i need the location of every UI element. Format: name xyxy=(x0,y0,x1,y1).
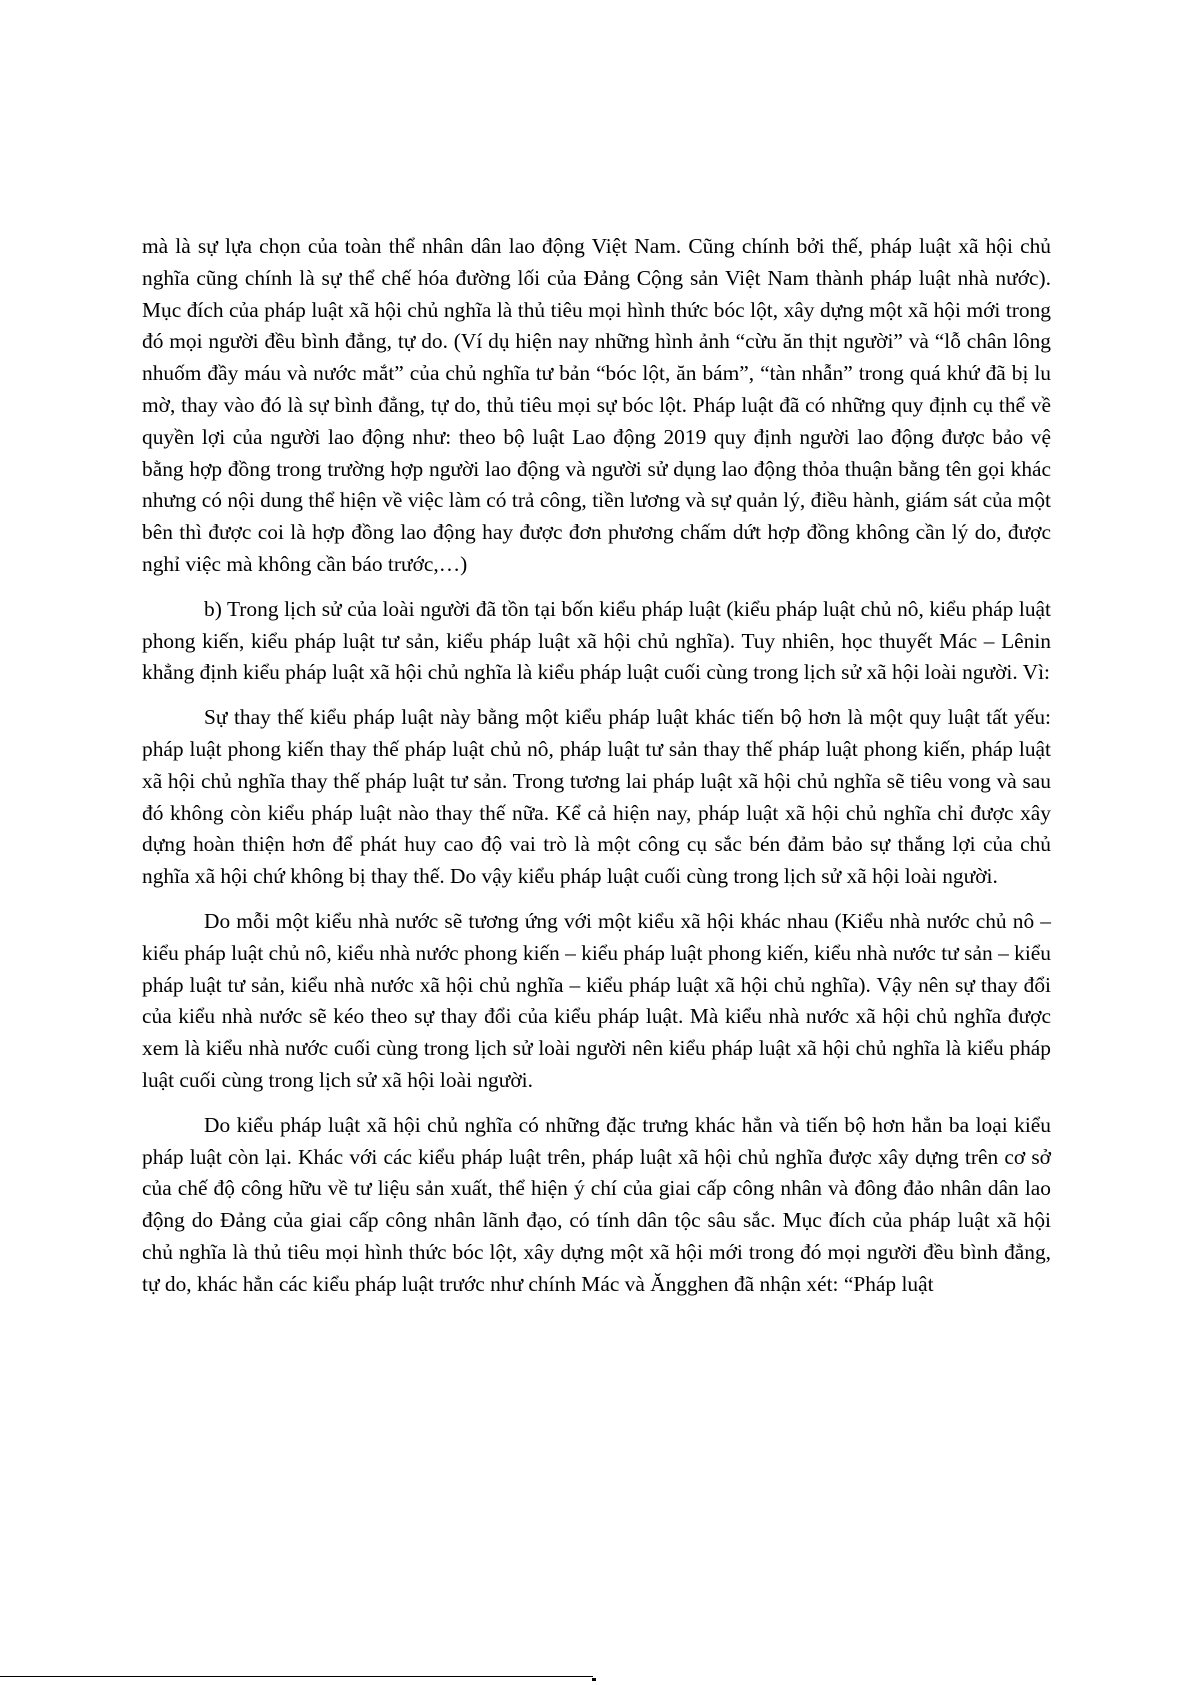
paragraph-spacer xyxy=(142,893,1051,906)
document-page xyxy=(142,231,1051,1301)
page-bottom-mark xyxy=(592,1678,596,1681)
paragraph-spacer xyxy=(142,1097,1051,1110)
paragraph-spacer xyxy=(142,689,1051,702)
paragraph-continuation: mà là sự lựa chọn của toàn thể nhân dân lao động Việt Nam. Cũng chính bởi thế, pháp luật xã hội chủ nghĩa cũng chính là sự thể chế hóa đường lối của Đảng Cộng sản Việt Nam thành pháp luật nhà nước). Mục đích của pháp luật xã hội chủ nghĩa là thủ tiêu mọi hình thức bóc lột, xây dựng một xã hội mới trong đó mọi người đều bình đẳng, tự do. (Ví dụ hiện nay những hình ảnh “cừu ăn thịt người” và “lỗ chân lông nhuốm đầy máu và nước mắt” của chủ nghĩa tư bản “bóc lột, ăn bám”, “tàn nhẫn” trong quá khứ đã bị lu mờ, thay vào đó là sự bình đẳng, tự do, thủ tiêu mọi sự bóc lột. Pháp luật đã có những quy định cụ thể về quyền lợi của người lao động như: theo bộ luật Lao động 2019 quy định người lao động được bảo vệ bằng hợp đồng trong trường hợp người lao động và người sử dụng lao động thỏa thuận bằng tên gọi khác nhưng có nội dung thể hiện về việc làm có trả công, tiền lương và sự quản lý, điều hành, giám sát của một bên thì được coi là hợp đồng lao động hay được đơn phương chấm dứt hợp đồng không cần lý do, được nghỉ việc mà không cần báo trước,…) xyxy=(142,234,1051,576)
page-bottom-rule xyxy=(0,1676,593,1677)
paragraph-reason-state-type: Do mỗi một kiểu nhà nước sẽ tương ứng với một kiểu xã hội khác nhau (Kiểu nhà nước chủ nô – kiểu pháp luật chủ nô, kiểu nhà nước phong kiến – kiểu pháp luật phong kiến, kiểu nhà nước tư sản – kiểu pháp luật tư sản, kiểu nhà nước xã hội chủ nghĩa – kiểu pháp luật xã hội chủ nghĩa). Vậy nên sự thay đổi của kiểu nhà nước sẽ kéo theo sự thay đổi của kiểu pháp luật. Mà kiểu nhà nước xã hội chủ nghĩa được xem là kiểu nhà nước cuối cùng trong lịch sử loài người nên kiểu pháp luật xã hội chủ nghĩa là kiểu pháp luật cuối cùng trong lịch sử xã hội loài người. xyxy=(142,908,1051,1092)
paragraph-reason-replacement: Sự thay thế kiểu pháp luật này bằng một kiểu pháp luật khác tiến bộ hơn là một quy luật tất yếu: pháp luật phong kiến thay thế pháp luật chủ nô, pháp luật tư sản thay thế pháp luật phong kiến, pháp luật xã hội chủ nghĩa thay thế pháp luật tư sản. Trong tương lai pháp luật xã hội chủ nghĩa sẽ tiêu vong và sau đó không còn kiểu pháp luật nào thay thế nữa. Kể cả hiện nay, pháp luật xã hội chủ nghĩa chỉ được xây dựng hoàn thiện hơn để phát huy cao độ vai trò là một công cụ sắc bén đảm bảo sự thắng lợi của chủ nghĩa xã hội chứ không bị thay thế. Do vậy kiểu pháp luật cuối cùng trong lịch sử xã hội loài người. xyxy=(142,705,1051,889)
paragraph-reason-characteristics: Do kiểu pháp luật xã hội chủ nghĩa có những đặc trưng khác hẳn và tiến bộ hơn hẳn ba loại kiểu pháp luật còn lại. Khác với các kiểu pháp luật trên, pháp luật xã hội chủ nghĩa được xây dựng trên cơ sở của chế độ công hữu về tư liệu sản xuất, thể hiện ý chí của giai cấp công nhân và đông đảo nhân dân lao động do Đảng của giai cấp công nhân lãnh đạo, có tính dân tộc sâu sắc. Mục đích của pháp luật xã hội chủ nghĩa là thủ tiêu mọi hình thức bóc lột, xây dựng một xã hội mới trong đó mọi người đều bình đẳng, tự do, khác hẳn các kiểu pháp luật trước như chính Mác và Ăngghen đã nhận xét: “Pháp luật xyxy=(142,1112,1051,1296)
paragraph-b-four-law-types: b) Trong lịch sử của loài người đã tồn tại bốn kiểu pháp luật (kiểu pháp luật chủ nô, kiểu pháp luật phong kiến, kiểu pháp luật tư sản, kiểu pháp luật xã hội chủ nghĩa). Tuy nhiên, học thuyết Mác – Lênin khẳng định kiểu pháp luật xã hội chủ nghĩa là kiểu pháp luật cuối cùng trong lịch sử xã hội loài người. Vì: xyxy=(142,596,1051,685)
paragraph-spacer xyxy=(142,581,1051,594)
